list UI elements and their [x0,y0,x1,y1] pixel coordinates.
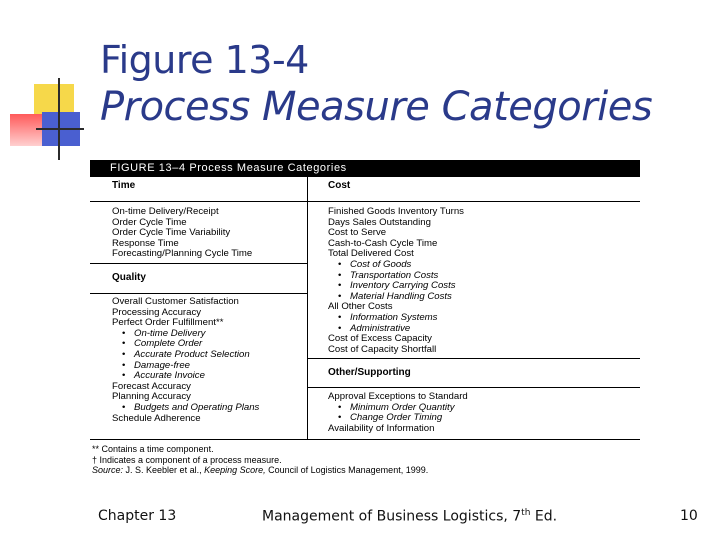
cost-list [328,207,464,355]
list-item: Finished Goods Inventory Turns [328,206,464,217]
sub-item: • Information Systems [328,313,464,324]
time-list [112,207,252,260]
header-rule [90,201,640,202]
list-item: Cost of Capacity Shortfall [328,343,437,355]
footer-book-title: Management of Business Logistics, 7 [262,508,522,525]
footer-book-sup: th [521,508,531,518]
time-header: Time [112,180,136,191]
footer-book [262,508,557,525]
sub-item: • Administrative [328,324,464,335]
source-publisher: Council of Logistics Management, 1999. [265,465,429,475]
sub-item: • Cost of Goods [328,260,464,271]
sub-item: • Minimum Order Quantity [328,403,468,414]
other-header: Other/Supporting [328,367,411,378]
quality-list [112,297,259,424]
list-item: Schedule Adherence [112,412,201,424]
sub-item: • On-time Delivery [112,329,259,340]
list-item: Availability of Information [328,422,435,434]
list-item: Response Time [112,237,179,249]
list-item: Cash-to-Cash Cycle Time [328,237,438,249]
sub-item: • Complete Order [112,339,259,350]
quality-header: Quality [112,272,146,283]
sub-item: • Transportation Costs [328,271,464,282]
note-source [92,465,428,476]
quality-bottom-rule [90,293,307,294]
list-item: Cost of Excess Capacity [328,333,432,345]
list-item: Order Cycle Time [112,216,187,228]
list-item: Perfect Order Fulfillment** [112,317,224,329]
other-top-rule [307,358,640,359]
cost-header: Cost [328,180,351,191]
list-item: Processing Accuracy [112,306,202,318]
quality-top-rule [90,263,307,264]
sub-item: • Change Order Timing [328,413,468,424]
list-item: Cost to Serve [328,227,387,239]
figure-notes [92,444,428,476]
decor-vertical-line [58,78,60,160]
column-divider [307,177,308,440]
page-number: 10 [680,508,698,524]
sub-item: • Budgets and Operating Plans [112,403,259,414]
list-item: Planning Accuracy [112,391,191,403]
list-item: Overall Customer Satisfaction [112,296,239,307]
decor-horizontal-line [36,128,84,130]
list-item: All Other Costs [328,301,393,313]
list-item: Forecast Accuracy [112,380,191,392]
figure-table [90,160,640,440]
footer-book-edition: Ed. [530,508,558,525]
other-list [328,392,468,434]
list-item: Approval Exceptions to Standard [328,391,468,402]
sub-item: • Damage-free [112,361,259,372]
source-label: Source: [92,465,124,475]
footer-chapter: Chapter 13 [98,508,177,524]
note-process-component: † Indicates a component of a process measure. [92,454,282,465]
note-time-component: ** Contains a time component. [92,444,214,454]
source-title: Keeping Score, [204,465,266,475]
list-item: Order Cycle Time Variability [112,227,231,239]
other-bottom-rule [307,387,640,388]
list-item: Forecasting/Planning Cycle Time [112,248,253,260]
list-item: Total Delivered Cost [328,248,414,260]
sub-item: • Accurate Product Selection [112,350,259,361]
slide-title: Figure 13-4 [100,38,309,82]
sub-item: • Inventory Carrying Costs [328,281,464,292]
figure-banner: FIGURE 13–4 Process Measure Categories [90,160,640,177]
sub-item: • Material Handling Costs [328,292,464,303]
sub-item: • Accurate Invoice [112,371,259,382]
list-item: Days Sales Outstanding [328,216,431,228]
slide-subtitle: Process Measure Categories [100,84,653,130]
list-item: On-time Delivery/Receipt [112,206,219,217]
source-authors: J. S. Keebler et al., [123,465,205,475]
table-bottom-rule [90,439,640,440]
